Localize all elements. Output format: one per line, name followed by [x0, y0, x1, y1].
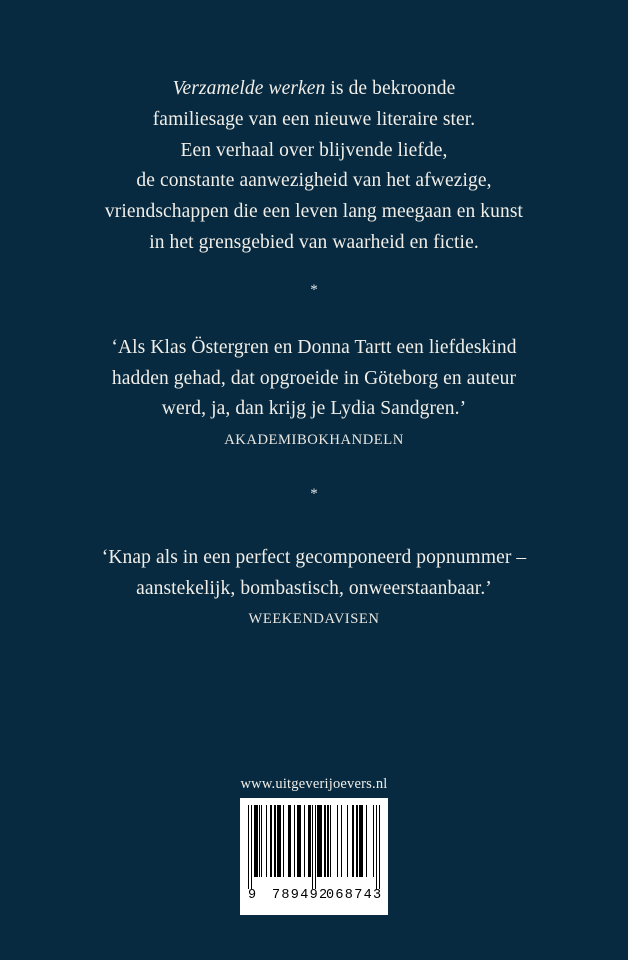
review-quote-1-line-3: werd, ja, dan krijg je Lydia Sandgren.’ — [161, 398, 467, 419]
review-quote-1-line-1: ‘Als Klas Östergren en Donna Tartt een liefdeskind — [111, 337, 517, 358]
isbn-barcode — [240, 798, 388, 915]
blurb-line-4: de constante aanwezigheid van het afwezige, — [136, 170, 492, 192]
review-quote-1 — [0, 333, 628, 450]
review-quote-2-line-1: ‘Knap als in een perfect gecomponeerd popnummer – — [101, 547, 527, 568]
review-quote-2-line-2: aanstekelijk, bombastisch, onweerstaanbaar.’ — [136, 577, 492, 599]
barcode-digits — [248, 888, 383, 909]
barcode-bars — [248, 805, 380, 889]
asterisk-separator-1: * — [310, 282, 318, 298]
barcode-right-group: 068743 — [326, 888, 383, 903]
blurb-line-1 — [40, 74, 588, 105]
blurb-paragraph — [0, 74, 628, 259]
review-quote-1-source: AKADEMIBOKHANDELN — [224, 431, 404, 448]
book-title-italic: Verzamelde werken — [172, 78, 326, 99]
barcode-left-group: 789492 — [272, 888, 329, 903]
publisher-website-url: www.uitgeverijoevers.nl — [240, 776, 388, 792]
blurb-line-5: vriendschappen die een leven lang meegaan en kunst — [104, 201, 524, 223]
review-quote-1-line-2: hadden gehad, dat opgroeide in Göteborg en auteur — [111, 367, 517, 389]
blurb-line-1-rest: is de bekroonde — [325, 78, 456, 99]
blurb-line-2: familiesage van een nieuwe literaire ster. — [152, 108, 476, 130]
blurb-line-6: in het grensgebied van waarheid en fictie. — [149, 231, 479, 253]
review-quote-2 — [0, 543, 628, 629]
review-quote-1-text — [26, 333, 602, 425]
asterisk-separator-2: * — [310, 486, 318, 502]
blurb-line-3: Een verhaal over blijvende liefde, — [180, 139, 448, 161]
review-quote-2-source: WEEKENDAVISEN — [248, 611, 380, 627]
barcode-lead-digit: 9 — [248, 888, 257, 903]
review-quote-2-text — [26, 543, 602, 604]
